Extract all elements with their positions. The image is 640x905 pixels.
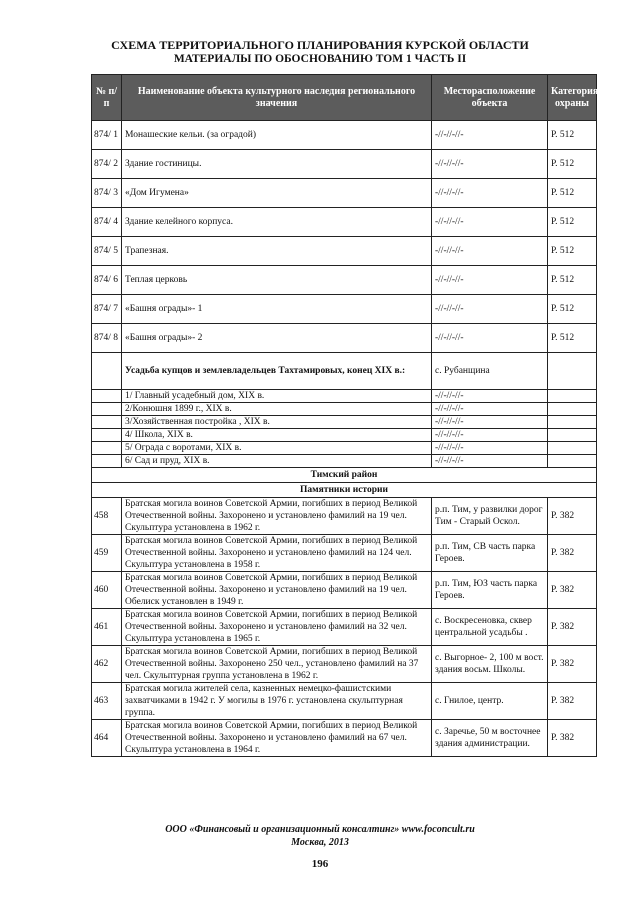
cell-category: Р. 382 bbox=[548, 683, 597, 720]
cell-location: -//-//-//- bbox=[432, 429, 548, 442]
table-row bbox=[92, 324, 597, 353]
header-title: СХЕМА ТЕРРИТОРИАЛЬНОГО ПЛАНИРОВАНИЯ КУРСКОЙ ОБЛАСТИ bbox=[111, 38, 529, 52]
cell-category: Р. 382 bbox=[548, 646, 597, 683]
table-row bbox=[92, 266, 597, 295]
cell-category: Р. 512 bbox=[548, 266, 597, 295]
cell-num: 460 bbox=[92, 572, 122, 609]
estate-item-row bbox=[92, 390, 597, 403]
cell-category: Р. 382 bbox=[548, 535, 597, 572]
estate-row bbox=[92, 353, 597, 390]
cell-category: Р. 512 bbox=[548, 179, 597, 208]
cell-num: 458 bbox=[92, 498, 122, 535]
cell-name: «Дом Игумена» bbox=[122, 179, 432, 208]
cell-name: Братская могила жителей села, казненных немецко-фашистскими захватчиками в 1942 г. У могилы в 1976 г. установлена скульптурная группа. bbox=[122, 683, 432, 720]
cell-name: Братская могила воинов Советской Армии, погибших в период Великой Отечественной войны. Захоронено и установлено фамилий на 19 чел. Скульптура установлена в 1962 г. bbox=[122, 498, 432, 535]
col-header-name: Наименование объекта культурного наследия регионального значения bbox=[122, 75, 432, 121]
cell-name: Здание гостиницы. bbox=[122, 150, 432, 179]
estate-location: с. Рубанщина bbox=[432, 353, 548, 390]
table-row bbox=[92, 208, 597, 237]
table-row bbox=[92, 295, 597, 324]
cell-num bbox=[92, 416, 122, 429]
cell-num bbox=[92, 442, 122, 455]
cell-num: 874/ 2 bbox=[92, 150, 122, 179]
cell-location: -//-//-//- bbox=[432, 150, 548, 179]
cell-name: Трапезная. bbox=[122, 237, 432, 266]
cell-location: -//-//-//- bbox=[432, 455, 548, 468]
table-row bbox=[92, 237, 597, 266]
cell-location: -//-//-//- bbox=[432, 266, 548, 295]
cell-category bbox=[548, 442, 597, 455]
cell-num: 874/ 7 bbox=[92, 295, 122, 324]
table-row bbox=[92, 498, 597, 535]
estate-item-row bbox=[92, 455, 597, 468]
table-row bbox=[92, 121, 597, 150]
estate-item-row bbox=[92, 442, 597, 455]
cell-num: 874/ 3 bbox=[92, 179, 122, 208]
cell-num bbox=[92, 353, 122, 390]
estate-item-row bbox=[92, 416, 597, 429]
cell-category: Р. 382 bbox=[548, 720, 597, 757]
cell-num: 461 bbox=[92, 609, 122, 646]
cell-num bbox=[92, 455, 122, 468]
cell-num: 874/ 5 bbox=[92, 237, 122, 266]
cell-location: -//-//-//- bbox=[432, 179, 548, 208]
table-row bbox=[92, 683, 597, 720]
estate-item-row bbox=[92, 403, 597, 416]
cell-name: 6/ Сад и пруд, XIX в. bbox=[122, 455, 432, 468]
cell-num bbox=[92, 403, 122, 416]
cell-num bbox=[92, 429, 122, 442]
cell-category bbox=[548, 390, 597, 403]
cell-name: 2/Конюшня 1899 г., XIX в. bbox=[122, 403, 432, 416]
cell-category bbox=[548, 403, 597, 416]
cell-category bbox=[548, 353, 597, 390]
page-number: 196 bbox=[311, 858, 329, 870]
cell-name: «Башня ограды»- 1 bbox=[122, 295, 432, 324]
cell-name: Братская могила воинов Советской Армии, погибших в период Великой Отечественной войны. Захоронено и установлено фамилий на 32 чел. Скульптура установлена в 1965 г. bbox=[122, 609, 432, 646]
table-row bbox=[92, 572, 597, 609]
cell-location: -//-//-//- bbox=[432, 403, 548, 416]
cell-num bbox=[92, 390, 122, 403]
district-title: Тимский район bbox=[92, 468, 597, 483]
table-row bbox=[92, 150, 597, 179]
cell-name: «Башня ограды»- 2 bbox=[122, 324, 432, 353]
cell-category bbox=[548, 416, 597, 429]
cell-name: Теплая церковь bbox=[122, 266, 432, 295]
cell-num: 874/ 4 bbox=[92, 208, 122, 237]
cell-category: Р. 512 bbox=[548, 295, 597, 324]
cell-num: 463 bbox=[92, 683, 122, 720]
cell-category: Р. 512 bbox=[548, 150, 597, 179]
cell-name: 3/Хозяйственная постройка , XIX в. bbox=[122, 416, 432, 429]
section-title: Памятники истории bbox=[92, 483, 597, 498]
cell-location: -//-//-//- bbox=[432, 237, 548, 266]
table-row bbox=[92, 535, 597, 572]
cell-name: 1/ Главный усадебный дом, XIX в. bbox=[122, 390, 432, 403]
cell-location: -//-//-//- bbox=[432, 208, 548, 237]
cell-name: Братская могила воинов Советской Армии, погибших в период Великой Отечественной войны. Захоронено и установлено фамилий на 19 чел. Обелиск установлен в 1949 г. bbox=[122, 572, 432, 609]
cell-name: 4/ Школа, XIX в. bbox=[122, 429, 432, 442]
cell-location: -//-//-//- bbox=[432, 121, 548, 150]
cell-location: с. Заречье, 50 м восточнее здания администрации. bbox=[432, 720, 548, 757]
cell-name: 5/ Ограда с воротами, XIX в. bbox=[122, 442, 432, 455]
document-footer bbox=[0, 823, 640, 849]
table-row bbox=[92, 179, 597, 208]
table-header-row bbox=[92, 75, 597, 121]
cell-location: -//-//-//- bbox=[432, 442, 548, 455]
cell-category: Р. 512 bbox=[548, 121, 597, 150]
cell-name: Монашеские кельи. (за оградой) bbox=[122, 121, 432, 150]
estate-item-row bbox=[92, 429, 597, 442]
cell-location: с. Воскресеновка, сквер центральной усадьбы . bbox=[432, 609, 548, 646]
cell-location: -//-//-//- bbox=[432, 416, 548, 429]
table-row bbox=[92, 646, 597, 683]
cell-num: 459 bbox=[92, 535, 122, 572]
cell-location: р.п. Тим, СВ часть парка Героев. bbox=[432, 535, 548, 572]
cell-num: 874/ 1 bbox=[92, 121, 122, 150]
cell-name: Братская могила воинов Советской Армии, погибших в период Великой Отечественной войны. Захоронено 250 чел., установлено фамилий на 37 чел. Скульптурная группа установлена в 1962 г. bbox=[122, 646, 432, 683]
col-header-location: Месторасположение объекта bbox=[432, 75, 548, 121]
cell-category bbox=[548, 455, 597, 468]
cell-location: с. Гнилое, центр. bbox=[432, 683, 548, 720]
cell-category: Р. 382 bbox=[548, 572, 597, 609]
table-row bbox=[92, 609, 597, 646]
cell-num: 464 bbox=[92, 720, 122, 757]
footer-city: Москва, 2013 bbox=[291, 837, 349, 848]
cell-category: Р. 512 bbox=[548, 237, 597, 266]
document-header bbox=[0, 38, 640, 66]
cell-num: 874/ 6 bbox=[92, 266, 122, 295]
section-row bbox=[92, 483, 597, 498]
cell-category: Р. 512 bbox=[548, 324, 597, 353]
col-header-category: Категория охраны bbox=[548, 75, 597, 121]
cell-category bbox=[548, 429, 597, 442]
table-row bbox=[92, 720, 597, 757]
cell-location: р.п. Тим, у развилки дорог Тим - Старый Оскол. bbox=[432, 498, 548, 535]
cell-location: -//-//-//- bbox=[432, 324, 548, 353]
cell-category: Р. 512 bbox=[548, 208, 597, 237]
col-header-num: № п/п bbox=[92, 75, 122, 121]
cell-location: р.п. Тим, ЮЗ часть парка Героев. bbox=[432, 572, 548, 609]
cell-location: -//-//-//- bbox=[432, 390, 548, 403]
cell-category: Р. 382 bbox=[548, 498, 597, 535]
cell-num: 462 bbox=[92, 646, 122, 683]
cell-category: Р. 382 bbox=[548, 609, 597, 646]
cell-name: Здание келейного корпуса. bbox=[122, 208, 432, 237]
heritage-table bbox=[91, 74, 597, 757]
cell-name: Братская могила воинов Советской Армии, погибших в период Великой Отечественной войны. Захоронено и установлено фамилий на 124 чел. Скульптура установлена в 1958 г. bbox=[122, 535, 432, 572]
district-row bbox=[92, 468, 597, 483]
cell-location: с. Выгорное- 2, 100 м вост. здания восьм. Школы. bbox=[432, 646, 548, 683]
cell-location: -//-//-//- bbox=[432, 295, 548, 324]
estate-name: Усадьба купцов и землевладельцев Тахтамировых, конец XIX в.: bbox=[122, 353, 432, 390]
header-subtitle: МАТЕРИАЛЫ ПО ОБОСНОВАНИЮ ТОМ 1 ЧАСТЬ II bbox=[173, 53, 467, 65]
footer-org: ООО «Финансовый и организационный консалтинг» www.foconcult.ru bbox=[165, 824, 475, 835]
cell-num: 874/ 8 bbox=[92, 324, 122, 353]
cell-name: Братская могила воинов Советской Армии, погибших в период Великой Отечественной войны. Захоронено и установлено фамилий на 67 чел. Скульптура установлена в 1964 г. bbox=[122, 720, 432, 757]
